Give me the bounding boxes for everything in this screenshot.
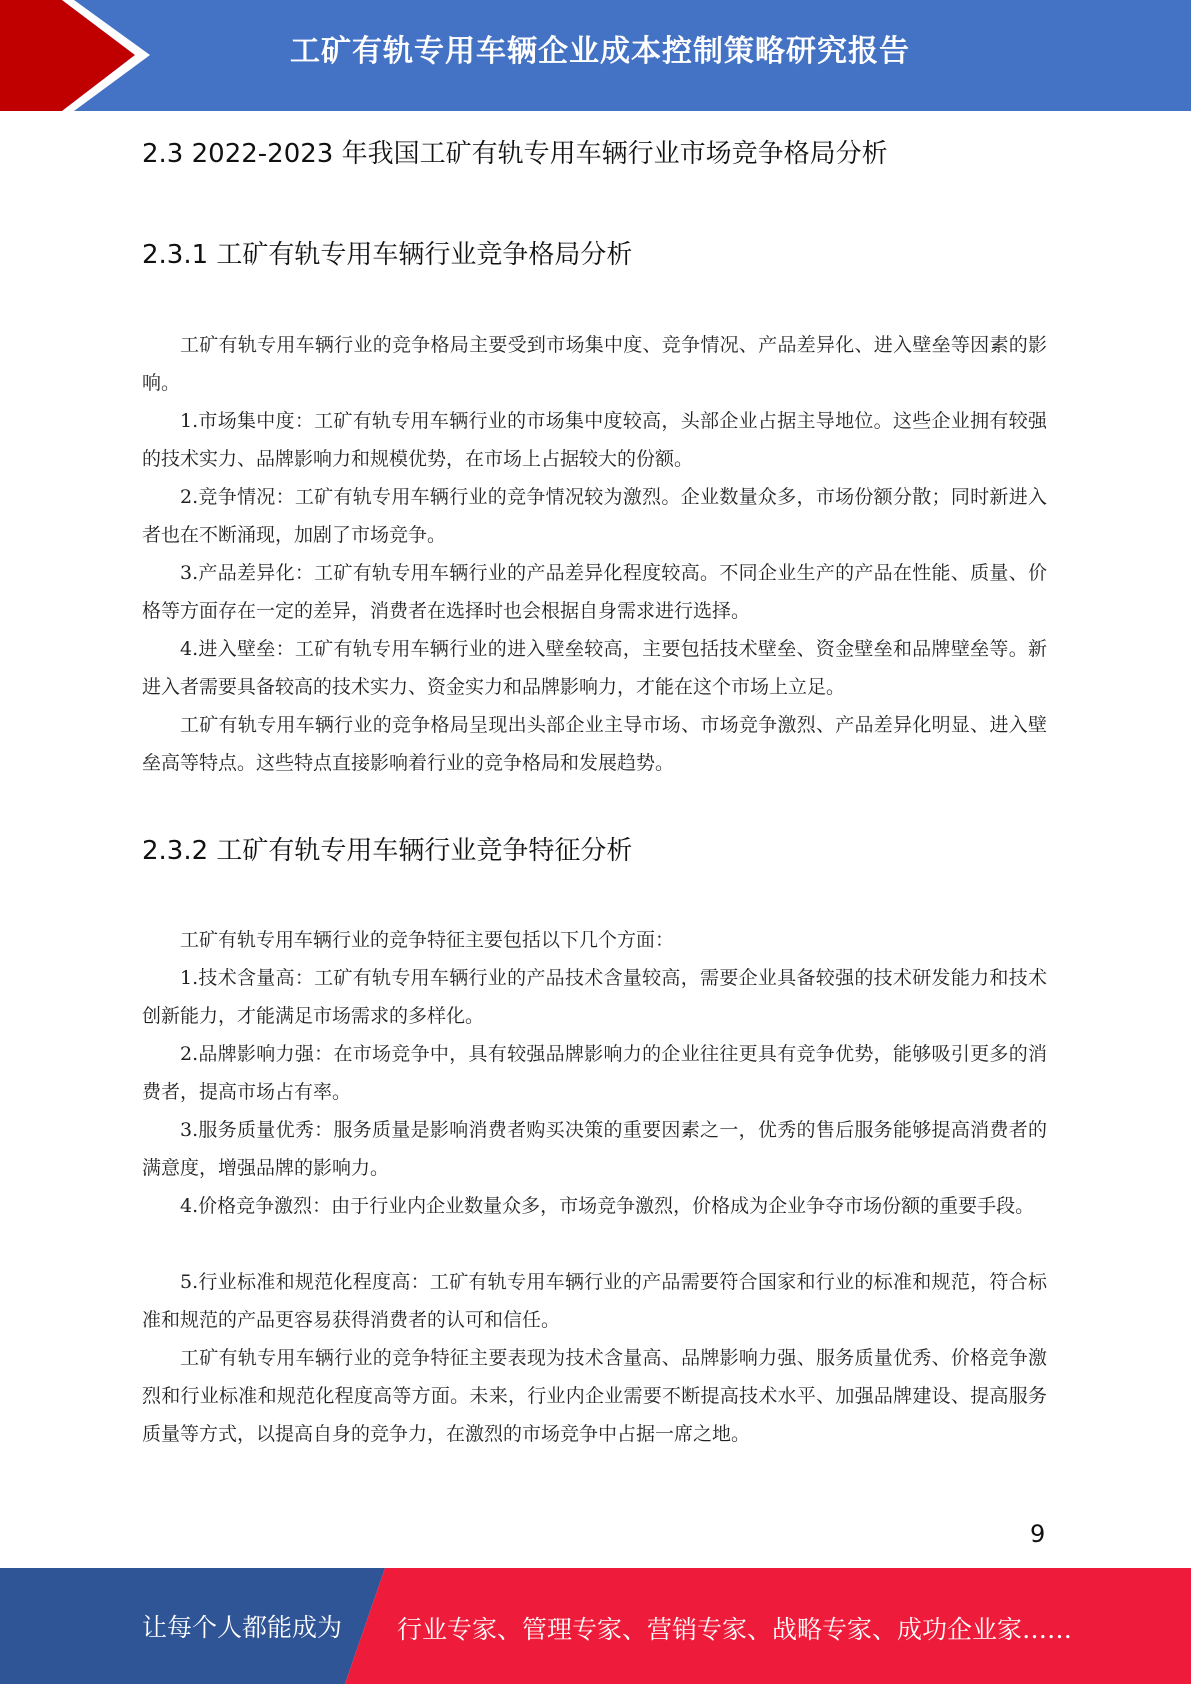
- list-item: 2.竞争情况：工矿有轨专用车辆行业的竞争情况较为激烈。企业数量众多，市场份额分散；同时新进入者也在不断涌现，加剧了市场竞争。: [142, 486, 1047, 546]
- paragraph: 工矿有轨专用车辆行业的竞争格局主要受到市场集中度、竞争情况、产品差异化、进入壁垒等因素的影响。: [142, 334, 1047, 394]
- paragraph: 工矿有轨专用车辆行业的竞争特征主要表现为技术含量高、品牌影响力强、服务质量优秀、价格竞争激烈和行业标准和规范化程度高等方面。未来，行业内企业需要不断提高技术水平、加强品牌建设、提高服务质量等方式，以提高自身的竞争力，在激烈的市场竞争中占据一席之地。: [142, 1347, 1047, 1445]
- list-item: 3.服务质量优秀：服务质量是影响消费者购买决策的重要因素之一，优秀的售后服务能够提高消费者的满意度，增强品牌的影响力。: [142, 1119, 1047, 1179]
- footer-slogan-left: 让每个人都能成为: [142, 1613, 343, 1642]
- page-header: [0, 0, 1191, 111]
- footer-slogan-right: 行业专家、管理专家、营销专家、战略专家、成功企业家……: [397, 1615, 1073, 1644]
- subsection-heading-2-3-2: 2.3.2 工矿有轨专用车辆行业竞争特征分析: [142, 836, 633, 866]
- list-item: 4.价格竞争激烈：由于行业内企业数量众多，市场竞争激烈，价格成为企业争夺市场份额的重要手段。: [180, 1195, 1035, 1217]
- list-item: 3.产品差异化：工矿有轨专用车辆行业的产品差异化程度较高。不同企业生产的产品在性能、质量、价格等方面存在一定的差异，消费者在选择时也会根据自身需求进行选择。: [142, 562, 1047, 622]
- subsection-heading-2-3-1: 2.3.1 工矿有轨专用车辆行业竞争格局分析: [142, 240, 633, 270]
- list-item: 1.市场集中度：工矿有轨专用车辆行业的市场集中度较高，头部企业占据主导地位。这些企业拥有较强的技术实力、品牌影响力和规模优势，在市场上占据较大的份额。: [142, 410, 1047, 470]
- paragraph: 工矿有轨专用车辆行业的竞争格局呈现出头部企业主导市场、市场竞争激烈、产品差异化明显、进入壁垒高等特点。这些特点直接影响着行业的竞争格局和发展趋势。: [142, 714, 1047, 774]
- report-title: 工矿有轨专用车辆企业成本控制策略研究报告: [290, 34, 910, 69]
- page-number: 9: [1030, 1520, 1046, 1548]
- list-item: 2.品牌影响力强：在市场竞争中，具有较强品牌影响力的企业往往更具有竞争优势，能够吸引更多的消费者，提高市场占有率。: [142, 1043, 1047, 1103]
- section-heading: 2.3 2022-2023 年我国工矿有轨专用车辆行业市场竞争格局分析: [142, 139, 888, 169]
- page-footer: [0, 1568, 1191, 1684]
- paragraph: 工矿有轨专用车辆行业的竞争特征主要包括以下几个方面：: [180, 929, 675, 951]
- list-item: 4.进入壁垒：工矿有轨专用车辆行业的进入壁垒较高，主要包括技术壁垒、资金壁垒和品牌壁垒等。新进入者需要具备较高的技术实力、资金实力和品牌影响力，才能在这个市场上立足。: [142, 638, 1047, 698]
- list-item: 5.行业标准和规范化程度高：工矿有轨专用车辆行业的产品需要符合国家和行业的标准和规范，符合标准和规范的产品更容易获得消费者的认可和信任。: [142, 1271, 1047, 1331]
- list-item: 1.技术含量高：工矿有轨专用车辆行业的产品技术含量较高，需要企业具备较强的技术研发能力和技术创新能力，才能满足市场需求的多样化。: [142, 967, 1047, 1027]
